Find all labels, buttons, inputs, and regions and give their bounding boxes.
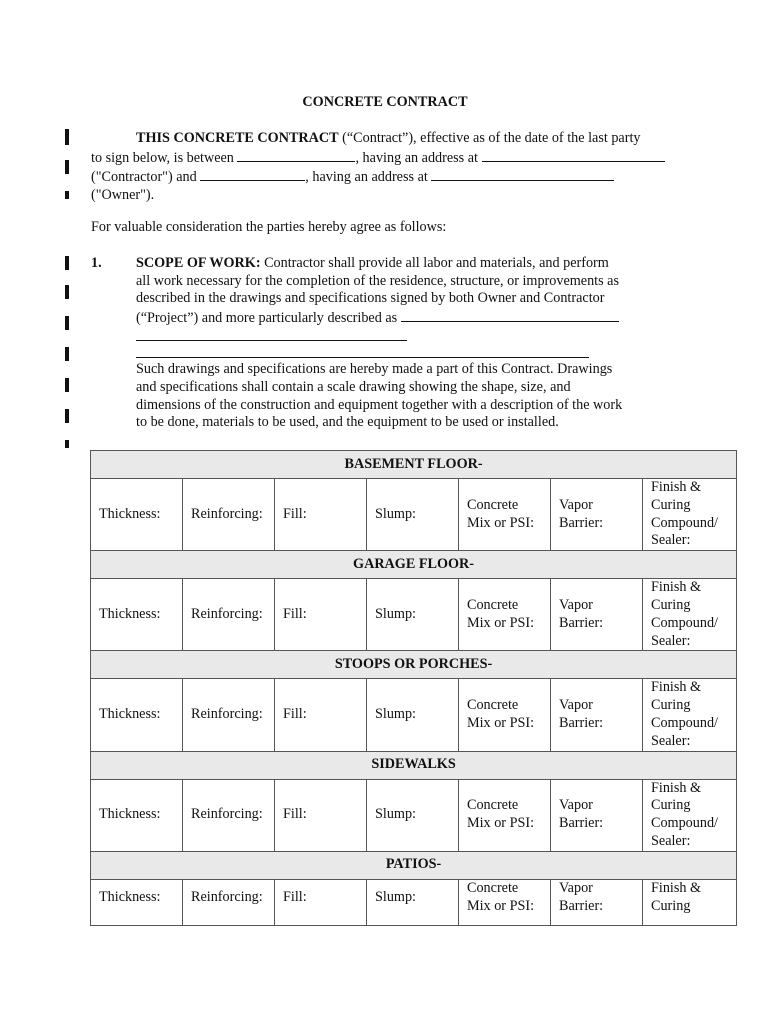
- contractor-address-field[interactable]: [482, 148, 665, 162]
- fill-cell[interactable]: Fill:: [275, 779, 367, 851]
- finish-curing-cell[interactable]: [643, 479, 737, 551]
- fill-cell[interactable]: Fill:: [275, 479, 367, 551]
- label-line: Concrete: [467, 697, 519, 714]
- label-line: Compound/: [651, 815, 719, 832]
- change-bar: [65, 316, 69, 330]
- section-title: STOOPS OR PORCHES-: [91, 651, 737, 679]
- thickness-cell[interactable]: Thickness:: [91, 879, 183, 925]
- slump-cell[interactable]: Slump:: [367, 579, 459, 651]
- thickness-cell[interactable]: Thickness:: [91, 779, 183, 851]
- intro-bold-lead: THIS CONCRETE CONTRACT: [136, 130, 339, 146]
- scope-para2-line-3: dimensions of the construction and equipment together with a description of the work: [136, 396, 623, 413]
- change-bar: [65, 129, 69, 145]
- section-title: BASEMENT FLOOR-: [91, 451, 737, 479]
- intro-line-3a: ("Contractor") and: [91, 169, 201, 186]
- label-line: Finish &: [651, 579, 702, 596]
- label-line: Mix or PSI:: [467, 815, 535, 832]
- change-bar: [65, 285, 69, 299]
- slump-cell[interactable]: Slump:: [367, 879, 459, 925]
- fields-row: [91, 779, 737, 851]
- concrete-mix-cell[interactable]: [459, 679, 551, 751]
- label-line: Curing: [651, 897, 691, 914]
- vapor-barrier-cell[interactable]: [551, 479, 643, 551]
- label-line: Finish &: [651, 479, 702, 495]
- label-line: Barrier:: [559, 714, 604, 731]
- fields-row: [91, 479, 737, 551]
- contractor-name-field[interactable]: [237, 148, 355, 162]
- concrete-mix-cell[interactable]: [459, 479, 551, 551]
- label-line: Curing: [651, 596, 691, 613]
- fields-row: [91, 879, 737, 925]
- label-line: Barrier:: [559, 897, 604, 914]
- label-line: Sealer:: [651, 732, 691, 749]
- change-bar: [65, 347, 69, 361]
- fill-cell[interactable]: Fill:: [275, 879, 367, 925]
- label-line: Compound/: [651, 714, 719, 731]
- label-line: Barrier:: [559, 815, 604, 832]
- fields-row: [91, 579, 737, 651]
- section-heading: SCOPE OF WORK:: [136, 255, 261, 271]
- label-line: Barrier:: [559, 614, 604, 631]
- label-line: Finish &: [651, 779, 702, 796]
- label-line: Vapor: [559, 596, 593, 613]
- scope-line-1: Contractor shall provide all labor and materials, and perform: [260, 255, 609, 271]
- label-line: Curing: [651, 697, 691, 714]
- concrete-mix-cell[interactable]: [459, 579, 551, 651]
- owner-address-field[interactable]: [431, 167, 614, 181]
- slump-cell[interactable]: Slump:: [367, 679, 459, 751]
- label-line: Curing: [651, 797, 691, 814]
- intro-line-3b: , having an address at: [305, 169, 432, 186]
- section-number: 1.: [91, 255, 102, 271]
- intro-line-4: ("Owner").: [91, 186, 155, 203]
- finish-curing-cell[interactable]: [643, 679, 737, 751]
- scope-of-work-section: [136, 255, 676, 432]
- vapor-barrier-cell[interactable]: [551, 879, 643, 925]
- label-line: Vapor: [559, 697, 593, 714]
- scope-line-3: described in the drawings and specifications signed by both Owner and Contractor: [136, 290, 605, 307]
- finish-curing-cell[interactable]: [643, 879, 737, 925]
- label-line: Vapor: [559, 797, 593, 814]
- label-line: Concrete: [467, 879, 519, 896]
- consideration-line: For valuable consideration the parties hereby agree as follows:: [91, 219, 447, 235]
- change-bar: [65, 256, 69, 270]
- slump-cell[interactable]: Slump:: [367, 479, 459, 551]
- intro-line-2b: , having an address at: [355, 149, 482, 166]
- label-line: Sealer:: [651, 632, 691, 649]
- label-line: Sealer:: [651, 532, 691, 549]
- concrete-mix-cell[interactable]: [459, 879, 551, 925]
- fields-row: [91, 679, 737, 751]
- intro-paragraph: [91, 130, 691, 204]
- label-line: Mix or PSI:: [467, 614, 535, 631]
- label-line: Curing: [651, 496, 691, 513]
- reinforcing-cell[interactable]: Reinforcing:: [183, 579, 275, 651]
- section-title: GARAGE FLOOR-: [91, 551, 737, 579]
- label-line: Mix or PSI:: [467, 897, 535, 914]
- project-description-field[interactable]: [401, 308, 619, 322]
- finish-curing-cell[interactable]: [643, 579, 737, 651]
- label-line: Vapor: [559, 879, 593, 896]
- reinforcing-cell[interactable]: Reinforcing:: [183, 779, 275, 851]
- section-header-row: [91, 651, 737, 679]
- scope-line-2: all work necessary for the completion of the residence, structure, or improvements as: [136, 272, 619, 289]
- label-line: Mix or PSI:: [467, 514, 535, 531]
- thickness-cell[interactable]: Thickness:: [91, 479, 183, 551]
- fill-cell[interactable]: Fill:: [275, 679, 367, 751]
- vapor-barrier-cell[interactable]: [551, 779, 643, 851]
- project-description-line-3[interactable]: [136, 357, 589, 358]
- section-header-row: [91, 851, 737, 879]
- label-line: Compound/: [651, 514, 719, 531]
- change-bar: [65, 378, 69, 392]
- scope-line-4: (“Project”) and more particularly described as: [136, 309, 401, 326]
- concrete-spec-table: [90, 450, 737, 926]
- label-line: Sealer:: [651, 832, 691, 849]
- thickness-cell[interactable]: Thickness:: [91, 579, 183, 651]
- change-bar: [65, 191, 69, 199]
- document-title: CONCRETE CONTRACT: [302, 94, 468, 110]
- change-bar: [65, 440, 69, 448]
- finish-curing-cell[interactable]: [643, 779, 737, 851]
- scope-para2-line-1: Such drawings and specifications are hereby made a part of this Contract. Drawings: [136, 361, 613, 378]
- owner-name-field[interactable]: [200, 167, 305, 181]
- thickness-cell[interactable]: Thickness:: [91, 679, 183, 751]
- intro-line-2a: to sign below, is between: [91, 149, 238, 166]
- section-header-row: [91, 451, 737, 479]
- label-line: Concrete: [467, 797, 519, 814]
- label-line: Finish &: [651, 679, 702, 696]
- vapor-barrier-cell[interactable]: [551, 679, 643, 751]
- fill-cell[interactable]: Fill:: [275, 579, 367, 651]
- vapor-barrier-cell[interactable]: [551, 579, 643, 651]
- section-title: SIDEWALKS: [91, 751, 737, 779]
- label-line: Barrier:: [559, 514, 604, 531]
- change-bar: [65, 409, 69, 423]
- label-line: Concrete: [467, 496, 519, 513]
- project-description-line-2[interactable]: [136, 340, 407, 341]
- label-line: Vapor: [559, 496, 593, 513]
- label-line: Compound/: [651, 614, 719, 631]
- reinforcing-cell[interactable]: Reinforcing:: [183, 679, 275, 751]
- change-bar: [65, 160, 69, 174]
- slump-cell[interactable]: Slump:: [367, 779, 459, 851]
- reinforcing-cell[interactable]: Reinforcing:: [183, 879, 275, 925]
- reinforcing-cell[interactable]: Reinforcing:: [183, 479, 275, 551]
- label-line: Concrete: [467, 596, 519, 613]
- label-line: Finish &: [651, 879, 702, 896]
- section-header-row: [91, 751, 737, 779]
- scope-para2-line-4: to be done, materials to be used, and the equipment to be used or installed.: [136, 414, 559, 431]
- scope-para2-line-2: and specifications shall contain a scale drawing showing the shape, size, and: [136, 378, 571, 395]
- section-title: PATIOS-: [91, 851, 737, 879]
- label-line: Mix or PSI:: [467, 714, 535, 731]
- intro-line-1: (“Contract”), effective as of the date of the last party: [338, 130, 641, 146]
- concrete-mix-cell[interactable]: [459, 779, 551, 851]
- section-header-row: [91, 551, 737, 579]
